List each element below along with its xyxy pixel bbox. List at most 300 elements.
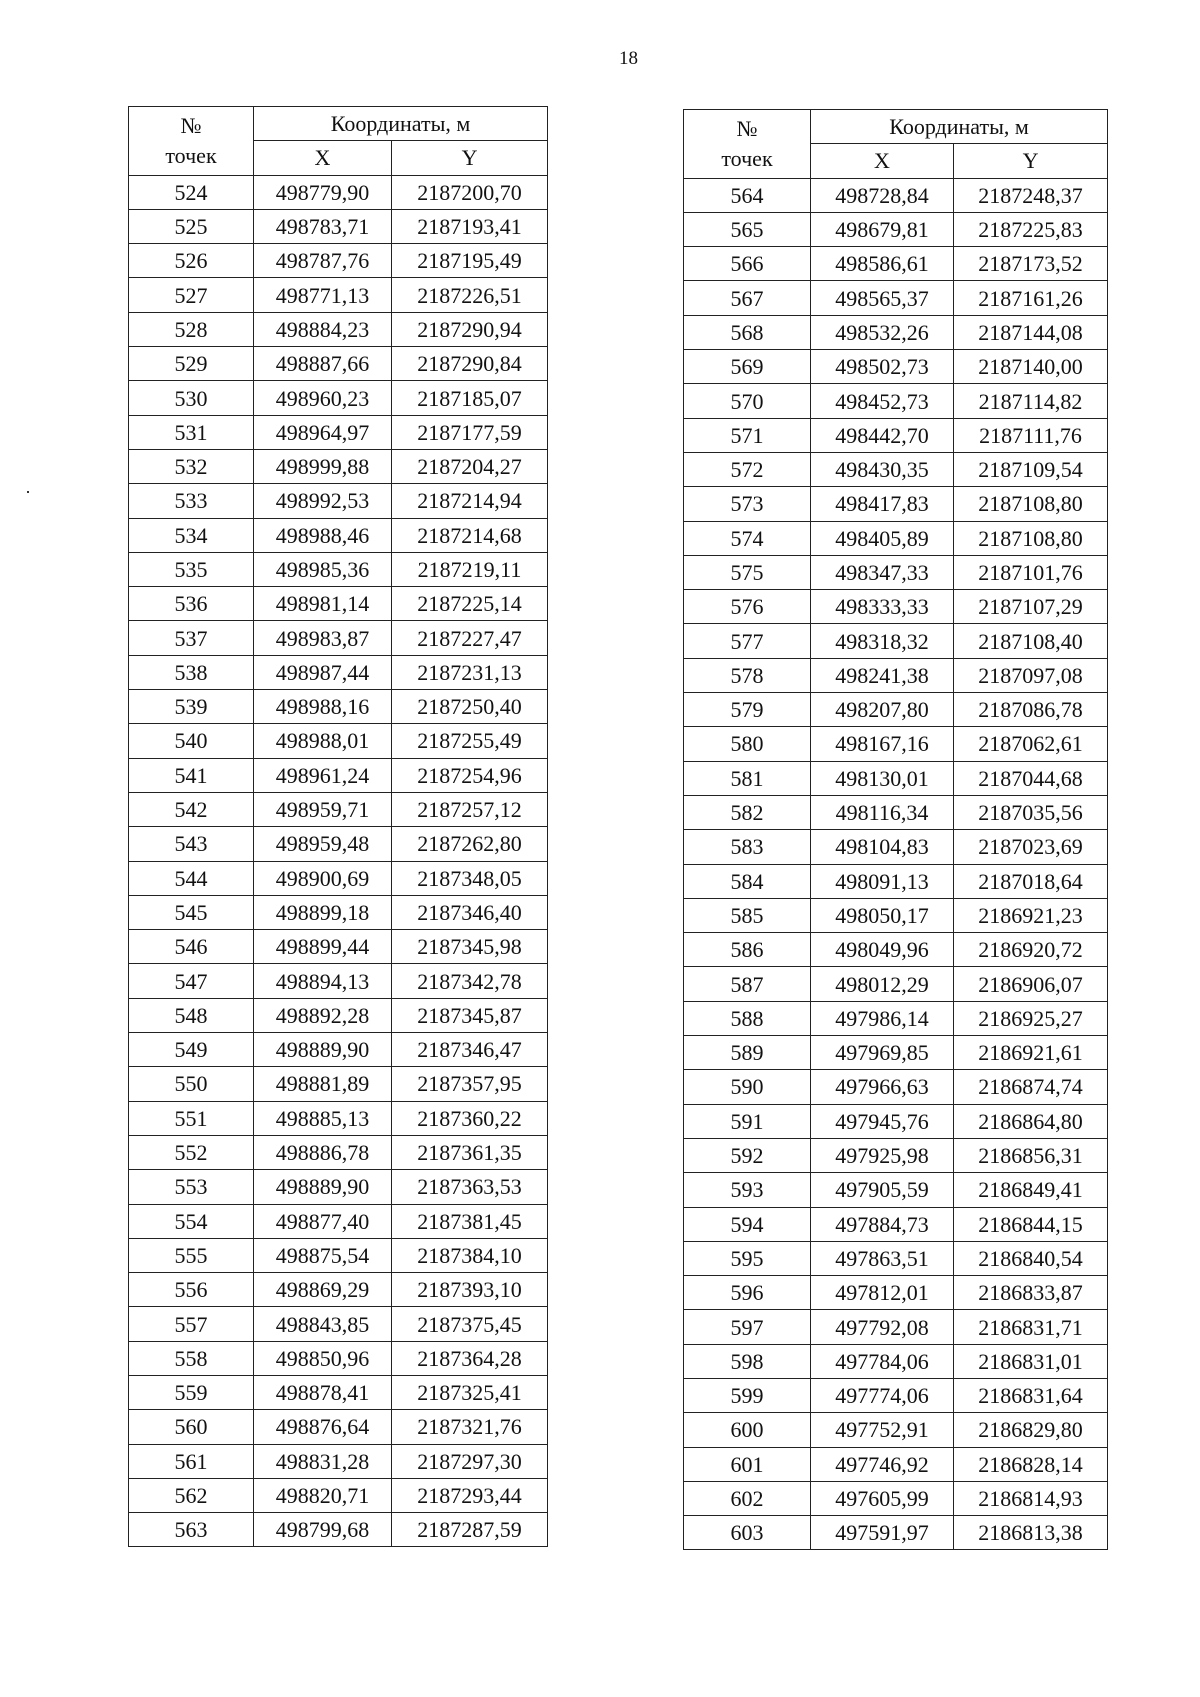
table-row: [129, 209, 548, 243]
y-coordinate-cell: 2187107,29: [954, 590, 1108, 624]
x-coordinate-cell: 498959,71: [254, 792, 392, 826]
table-row: [684, 1070, 1108, 1104]
point-number-cell: 561: [129, 1444, 254, 1478]
x-coordinate-cell: 498988,01: [254, 724, 392, 758]
table-row: [129, 449, 548, 483]
table-row: [684, 967, 1108, 1001]
point-number-cell: 573: [684, 487, 811, 521]
x-coordinate-cell: 498964,97: [254, 415, 392, 449]
table-row: [684, 624, 1108, 658]
x-header: X: [811, 144, 954, 178]
y-coordinate-cell: 2186828,14: [954, 1447, 1108, 1481]
x-coordinate-cell: 498981,14: [254, 587, 392, 621]
page-number: 18: [619, 48, 638, 69]
y-coordinate-cell: 2187114,82: [954, 384, 1108, 418]
table-row: [684, 1241, 1108, 1275]
table-row: [684, 1207, 1108, 1241]
y-coordinate-cell: 2187325,41: [392, 1375, 548, 1409]
point-number-cell: 532: [129, 449, 254, 483]
y-coordinate-cell: 2187035,56: [954, 795, 1108, 829]
table-row: [129, 1135, 548, 1169]
point-number-cell: 579: [684, 693, 811, 727]
table-row: [129, 930, 548, 964]
point-number-cell: 580: [684, 727, 811, 761]
y-coordinate-cell: 2187111,76: [954, 418, 1108, 452]
point-number-cell: 559: [129, 1375, 254, 1409]
point-number-cell: 540: [129, 724, 254, 758]
point-number-cell: 574: [684, 521, 811, 555]
y-coordinate-cell: 2186920,72: [954, 933, 1108, 967]
table-row: [684, 830, 1108, 864]
points-label: точек: [165, 142, 217, 168]
x-coordinate-cell: 497746,92: [811, 1447, 954, 1481]
point-number-cell: 548: [129, 998, 254, 1032]
point-number-cell: 588: [684, 1001, 811, 1035]
y-coordinate-cell: 2186921,61: [954, 1036, 1108, 1070]
table-row: [129, 484, 548, 518]
table-row: [684, 898, 1108, 932]
x-coordinate-cell: 498992,53: [254, 484, 392, 518]
point-number-cell: 545: [129, 895, 254, 929]
x-coordinate-cell: 498881,89: [254, 1067, 392, 1101]
x-coordinate-cell: 498876,64: [254, 1410, 392, 1444]
x-coordinate-cell: 498892,28: [254, 998, 392, 1032]
table-row: [129, 1170, 548, 1204]
table-row: [684, 555, 1108, 589]
y-coordinate-cell: 2186813,38: [954, 1516, 1108, 1550]
table-row: [129, 278, 548, 312]
y-coordinate-cell: 2187257,12: [392, 792, 548, 826]
x-coordinate-cell: 498987,44: [254, 655, 392, 689]
coordinates-table-left: [128, 106, 548, 1547]
y-coordinate-cell: 2187044,68: [954, 761, 1108, 795]
x-coordinate-cell: 498820,71: [254, 1478, 392, 1512]
x-coordinate-cell: 498347,33: [811, 555, 954, 589]
x-coordinate-cell: 498884,23: [254, 312, 392, 346]
y-coordinate-cell: 2187227,47: [392, 621, 548, 655]
point-number-cell: 544: [129, 861, 254, 895]
x-coordinate-cell: 498988,16: [254, 690, 392, 724]
table-row: [129, 312, 548, 346]
table-row: [684, 1173, 1108, 1207]
y-coordinate-cell: 2187140,00: [954, 350, 1108, 384]
point-number-cell: 546: [129, 930, 254, 964]
table-row: [684, 933, 1108, 967]
point-number-cell: 565: [684, 212, 811, 246]
y-coordinate-cell: 2186844,15: [954, 1207, 1108, 1241]
table-row: [684, 1344, 1108, 1378]
table-row: [129, 724, 548, 758]
coordinates-table-right: [683, 109, 1108, 1550]
x-coordinate-cell: 498894,13: [254, 964, 392, 998]
x-coordinate-cell: 498831,28: [254, 1444, 392, 1478]
point-number-cell: 597: [684, 1310, 811, 1344]
x-coordinate-cell: 497591,97: [811, 1516, 954, 1550]
x-coordinate-cell: 498565,37: [811, 281, 954, 315]
x-coordinate-cell: 498130,01: [811, 761, 954, 795]
point-number-cell: 569: [684, 350, 811, 384]
x-coordinate-cell: 498878,41: [254, 1375, 392, 1409]
x-coordinate-cell: 498050,17: [811, 898, 954, 932]
point-number-cell: 553: [129, 1170, 254, 1204]
table-row: [684, 727, 1108, 761]
point-number-cell: 589: [684, 1036, 811, 1070]
x-coordinate-cell: 498961,24: [254, 758, 392, 792]
point-number-cell: 581: [684, 761, 811, 795]
table-row: [129, 1410, 548, 1444]
table-row: [684, 1481, 1108, 1515]
point-number-cell: 543: [129, 827, 254, 861]
number-sign: №: [180, 112, 202, 138]
point-number-cell: 555: [129, 1238, 254, 1272]
y-coordinate-cell: 2187250,40: [392, 690, 548, 724]
x-coordinate-cell: 498886,78: [254, 1135, 392, 1169]
x-coordinate-cell: 498799,68: [254, 1513, 392, 1547]
table-row: [129, 347, 548, 381]
y-coordinate-cell: 2187346,40: [392, 895, 548, 929]
y-coordinate-cell: 2187357,95: [392, 1067, 548, 1101]
x-coordinate-cell: 498899,18: [254, 895, 392, 929]
y-coordinate-cell: 2187018,64: [954, 864, 1108, 898]
table-row: [684, 1310, 1108, 1344]
y-coordinate-cell: 2187262,80: [392, 827, 548, 861]
x-coordinate-cell: 498877,40: [254, 1204, 392, 1238]
y-coordinate-cell: 2187097,08: [954, 658, 1108, 692]
y-coordinate-cell: 2187086,78: [954, 693, 1108, 727]
table-row: [129, 998, 548, 1032]
x-coordinate-cell: 498783,71: [254, 209, 392, 243]
x-coordinate-cell: 497966,63: [811, 1070, 954, 1104]
point-number-cell: 530: [129, 381, 254, 415]
y-coordinate-cell: 2187290,84: [392, 347, 548, 381]
table-body-right: [684, 178, 1108, 1550]
table-row: [684, 452, 1108, 486]
point-number-cell: 556: [129, 1273, 254, 1307]
x-coordinate-cell: 498885,13: [254, 1101, 392, 1135]
point-number-cell: 527: [129, 278, 254, 312]
y-coordinate-cell: 2187360,22: [392, 1101, 548, 1135]
x-coordinate-cell: 498586,61: [811, 247, 954, 281]
y-coordinate-cell: 2187290,94: [392, 312, 548, 346]
table-row: [684, 350, 1108, 384]
table-row: [684, 384, 1108, 418]
table-row: [129, 1444, 548, 1478]
point-number-cell: 525: [129, 209, 254, 243]
coordinates-header: Координаты, м: [254, 107, 548, 141]
point-number-cell: 602: [684, 1481, 811, 1515]
y-coordinate-cell: 2186925,27: [954, 1001, 1108, 1035]
x-coordinate-cell: 498318,32: [811, 624, 954, 658]
y-coordinate-cell: 2186833,87: [954, 1276, 1108, 1310]
y-coordinate-cell: 2187321,76: [392, 1410, 548, 1444]
point-number-cell: 563: [129, 1513, 254, 1547]
x-coordinate-cell: 497969,85: [811, 1036, 954, 1070]
point-number-cell: 601: [684, 1447, 811, 1481]
y-header: Y: [392, 141, 548, 175]
x-coordinate-cell: 498532,26: [811, 315, 954, 349]
y-coordinate-cell: 2187109,54: [954, 452, 1108, 486]
point-number-cell: 585: [684, 898, 811, 932]
table-row: [684, 1516, 1108, 1550]
point-number-cell: 603: [684, 1516, 811, 1550]
y-coordinate-cell: 2187375,45: [392, 1307, 548, 1341]
y-coordinate-cell: 2187193,41: [392, 209, 548, 243]
point-number-cell: 578: [684, 658, 811, 692]
table-row: [129, 415, 548, 449]
y-coordinate-cell: 2187342,78: [392, 964, 548, 998]
y-coordinate-cell: 2187393,10: [392, 1273, 548, 1307]
x-coordinate-cell: 498899,44: [254, 930, 392, 964]
x-coordinate-cell: 498779,90: [254, 175, 392, 209]
table-row: [684, 1413, 1108, 1447]
table-row: [129, 964, 548, 998]
x-coordinate-cell: 498452,73: [811, 384, 954, 418]
table-row: [684, 212, 1108, 246]
table-row: [684, 1447, 1108, 1481]
y-coordinate-cell: 2187293,44: [392, 1478, 548, 1512]
x-coordinate-cell: 497792,08: [811, 1310, 954, 1344]
y-coordinate-cell: 2187214,94: [392, 484, 548, 518]
x-header: X: [254, 141, 392, 175]
y-coordinate-cell: 2187161,26: [954, 281, 1108, 315]
point-number-cell: 529: [129, 347, 254, 381]
y-coordinate-cell: 2186829,80: [954, 1413, 1108, 1447]
x-coordinate-cell: 497905,59: [811, 1173, 954, 1207]
y-coordinate-cell: 2187101,76: [954, 555, 1108, 589]
point-number-cell: 570: [684, 384, 811, 418]
x-coordinate-cell: 498988,46: [254, 518, 392, 552]
y-coordinate-cell: 2187345,87: [392, 998, 548, 1032]
y-coordinate-cell: 2187345,98: [392, 930, 548, 964]
point-number-cell: 600: [684, 1413, 811, 1447]
point-number-cell: 568: [684, 315, 811, 349]
point-number-cell: 533: [129, 484, 254, 518]
x-coordinate-cell: 498116,34: [811, 795, 954, 829]
y-coordinate-cell: 2187287,59: [392, 1513, 548, 1547]
x-coordinate-cell: 498889,90: [254, 1170, 392, 1204]
y-coordinate-cell: 2187204,27: [392, 449, 548, 483]
table-row: [684, 590, 1108, 624]
point-number-cell: 576: [684, 590, 811, 624]
x-coordinate-cell: 498887,66: [254, 347, 392, 381]
point-number-cell: 590: [684, 1070, 811, 1104]
y-coordinate-cell: 2187348,05: [392, 861, 548, 895]
point-number-cell: 567: [684, 281, 811, 315]
table-row: [129, 1375, 548, 1409]
x-coordinate-cell: 497884,73: [811, 1207, 954, 1241]
point-number-cell: 542: [129, 792, 254, 826]
table-row: [129, 1513, 548, 1547]
x-coordinate-cell: 498843,85: [254, 1307, 392, 1341]
x-coordinate-cell: 497774,06: [811, 1378, 954, 1412]
table-row: [129, 1341, 548, 1375]
point-number-cell: 531: [129, 415, 254, 449]
table-row: [684, 315, 1108, 349]
table-row: [684, 1104, 1108, 1138]
point-number-cell: 524: [129, 175, 254, 209]
point-number-cell: 591: [684, 1104, 811, 1138]
point-number-cell: 539: [129, 690, 254, 724]
x-coordinate-cell: 498999,88: [254, 449, 392, 483]
table-row: [684, 1036, 1108, 1070]
point-number-cell: 583: [684, 830, 811, 864]
point-number-cell: 547: [129, 964, 254, 998]
x-coordinate-cell: 498502,73: [811, 350, 954, 384]
x-coordinate-cell: 498442,70: [811, 418, 954, 452]
y-coordinate-cell: 2186831,01: [954, 1344, 1108, 1378]
x-coordinate-cell: 498430,35: [811, 452, 954, 486]
y-coordinate-cell: 2187108,40: [954, 624, 1108, 658]
table-row: [684, 521, 1108, 555]
table-row: [684, 418, 1108, 452]
y-header: Y: [954, 144, 1108, 178]
y-coordinate-cell: 2186814,93: [954, 1481, 1108, 1515]
table-row: [129, 244, 548, 278]
y-coordinate-cell: 2187225,83: [954, 212, 1108, 246]
point-number-cell: 594: [684, 1207, 811, 1241]
y-coordinate-cell: 2187381,45: [392, 1204, 548, 1238]
table-row: [684, 487, 1108, 521]
table-row: [129, 1067, 548, 1101]
x-coordinate-cell: 498091,13: [811, 864, 954, 898]
point-number-cell: 571: [684, 418, 811, 452]
point-number-cell: 537: [129, 621, 254, 655]
y-coordinate-cell: 2186874,74: [954, 1070, 1108, 1104]
point-number-cell: 598: [684, 1344, 811, 1378]
x-coordinate-cell: 498959,48: [254, 827, 392, 861]
point-number-header: [684, 110, 811, 179]
x-coordinate-cell: 498207,80: [811, 693, 954, 727]
point-number-cell: 552: [129, 1135, 254, 1169]
table-body-left: [129, 175, 548, 1547]
table-row: [129, 861, 548, 895]
x-coordinate-cell: 497784,06: [811, 1344, 954, 1378]
y-coordinate-cell: 2187177,59: [392, 415, 548, 449]
x-coordinate-cell: 497605,99: [811, 1481, 954, 1515]
table-row: [129, 518, 548, 552]
y-coordinate-cell: 2187384,10: [392, 1238, 548, 1272]
point-number-cell: 536: [129, 587, 254, 621]
table-row: [129, 1478, 548, 1512]
y-coordinate-cell: 2187023,69: [954, 830, 1108, 864]
y-coordinate-cell: 2187108,80: [954, 521, 1108, 555]
y-coordinate-cell: 2186906,07: [954, 967, 1108, 1001]
y-coordinate-cell: 2186856,31: [954, 1138, 1108, 1172]
point-number-cell: 587: [684, 967, 811, 1001]
x-coordinate-cell: 498850,96: [254, 1341, 392, 1375]
y-coordinate-cell: 2186921,23: [954, 898, 1108, 932]
point-number-cell: 562: [129, 1478, 254, 1512]
table-row: [684, 761, 1108, 795]
y-coordinate-cell: 2186864,80: [954, 1104, 1108, 1138]
x-coordinate-cell: 498417,83: [811, 487, 954, 521]
point-number-cell: 528: [129, 312, 254, 346]
x-coordinate-cell: 498875,54: [254, 1238, 392, 1272]
y-coordinate-cell: 2187297,30: [392, 1444, 548, 1478]
point-number-cell: 599: [684, 1378, 811, 1412]
x-coordinate-cell: 498983,87: [254, 621, 392, 655]
point-number-cell: 592: [684, 1138, 811, 1172]
y-coordinate-cell: 2187248,37: [954, 178, 1108, 212]
x-coordinate-cell: 498728,84: [811, 178, 954, 212]
point-number-cell: 550: [129, 1067, 254, 1101]
table-row: [684, 1378, 1108, 1412]
y-coordinate-cell: 2187173,52: [954, 247, 1108, 281]
table-row: [129, 1273, 548, 1307]
table-row: [129, 1101, 548, 1135]
x-coordinate-cell: 498104,83: [811, 830, 954, 864]
table-row: [129, 1033, 548, 1067]
table-row: [129, 1307, 548, 1341]
x-coordinate-cell: 498869,29: [254, 1273, 392, 1307]
point-number-cell: 554: [129, 1204, 254, 1238]
x-coordinate-cell: 498787,76: [254, 244, 392, 278]
y-coordinate-cell: 2187364,28: [392, 1341, 548, 1375]
x-coordinate-cell: 497812,01: [811, 1276, 954, 1310]
y-coordinate-cell: 2187361,35: [392, 1135, 548, 1169]
table-row: [684, 247, 1108, 281]
point-number-cell: 575: [684, 555, 811, 589]
point-number-cell: 566: [684, 247, 811, 281]
y-coordinate-cell: 2186831,71: [954, 1310, 1108, 1344]
table-row: [129, 895, 548, 929]
y-coordinate-cell: 2187226,51: [392, 278, 548, 312]
point-number-cell: 551: [129, 1101, 254, 1135]
point-number-cell: 564: [684, 178, 811, 212]
point-number-cell: 560: [129, 1410, 254, 1444]
x-coordinate-cell: 498049,96: [811, 933, 954, 967]
y-coordinate-cell: 2187062,61: [954, 727, 1108, 761]
coordinates-header: Координаты, м: [811, 110, 1108, 144]
point-number-cell: 582: [684, 795, 811, 829]
y-coordinate-cell: 2187254,96: [392, 758, 548, 792]
table-row: [129, 655, 548, 689]
x-coordinate-cell: 498679,81: [811, 212, 954, 246]
point-number-cell: 596: [684, 1276, 811, 1310]
x-coordinate-cell: 498333,33: [811, 590, 954, 624]
table-row: [129, 1204, 548, 1238]
y-coordinate-cell: 2187231,13: [392, 655, 548, 689]
y-coordinate-cell: 2187144,08: [954, 315, 1108, 349]
point-number-cell: 538: [129, 655, 254, 689]
table-row: [684, 1138, 1108, 1172]
scan-speck: [27, 491, 29, 493]
x-coordinate-cell: 498012,29: [811, 967, 954, 1001]
table-row: [129, 381, 548, 415]
y-coordinate-cell: 2187346,47: [392, 1033, 548, 1067]
point-number-cell: 549: [129, 1033, 254, 1067]
point-number-cell: 541: [129, 758, 254, 792]
point-number-cell: 586: [684, 933, 811, 967]
table-row: [684, 178, 1108, 212]
table-row: [129, 1238, 548, 1272]
y-coordinate-cell: 2187255,49: [392, 724, 548, 758]
y-coordinate-cell: 2187363,53: [392, 1170, 548, 1204]
table-row: [129, 827, 548, 861]
point-number-cell: 557: [129, 1307, 254, 1341]
point-number-cell: 593: [684, 1173, 811, 1207]
x-coordinate-cell: 498241,38: [811, 658, 954, 692]
point-number-cell: 526: [129, 244, 254, 278]
table-row: [684, 795, 1108, 829]
x-coordinate-cell: 497986,14: [811, 1001, 954, 1035]
y-coordinate-cell: 2187225,14: [392, 587, 548, 621]
table-row: [684, 281, 1108, 315]
x-coordinate-cell: 498771,13: [254, 278, 392, 312]
point-number-header: [129, 107, 254, 176]
x-coordinate-cell: 497925,98: [811, 1138, 954, 1172]
x-coordinate-cell: 497863,51: [811, 1241, 954, 1275]
